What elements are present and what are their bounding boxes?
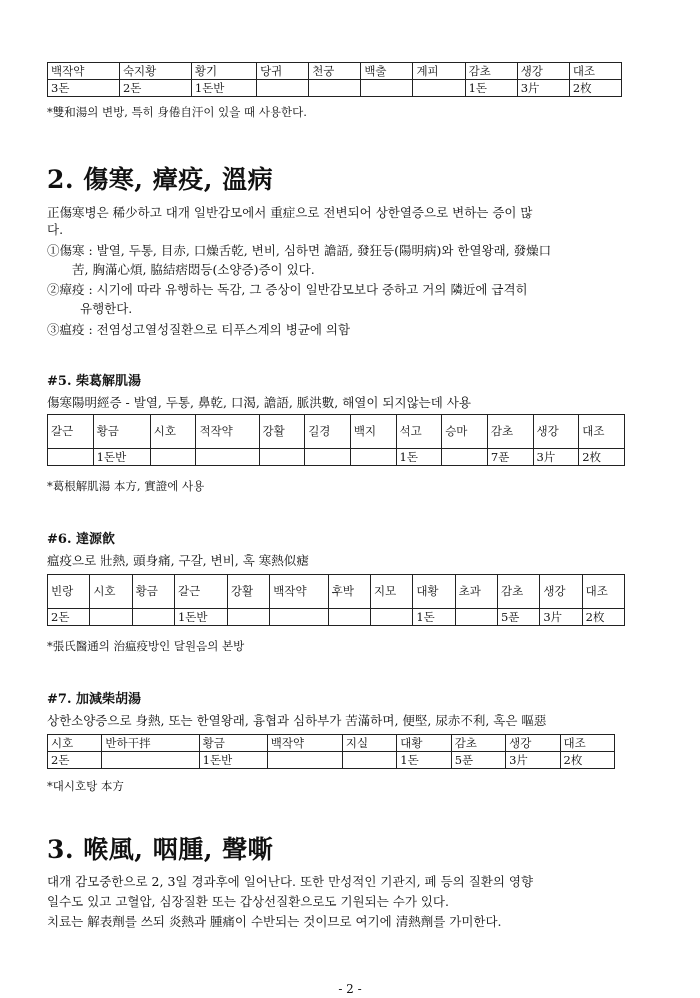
- section-2-item-3-line-1: ③瘟疫 : 전염성고열성질환으로 티푸스계의 병균에 의함: [47, 322, 351, 337]
- table-cell: [196, 449, 259, 466]
- prescription-6-description: 瘟疫으로 壯熱, 頭身痛, 구갈, 변비, 혹 寒熱似瘧: [47, 553, 309, 568]
- table-cell: 대조: [560, 735, 614, 752]
- table-cell: 5푼: [497, 609, 539, 626]
- table-1-note: *雙和湯의 변방, 특히 身倦自汗이 있을 때 사용한다.: [47, 105, 307, 119]
- table-cell: [270, 609, 328, 626]
- table-cell: 승마: [442, 415, 488, 449]
- prescription-6-title: #6. 達源飮: [47, 532, 115, 547]
- table-cell: 감초: [497, 575, 539, 609]
- table-cell: 생강: [533, 415, 579, 449]
- prescription-table-5: [47, 414, 625, 466]
- table-cell: 숙지황: [119, 63, 191, 80]
- section-2-intro-line-1: 正傷寒병은 稀少하고 대개 일반감모에서 重症으로 전변되어 상한열증으로 변하는 증이 많: [47, 205, 533, 220]
- table-cell: 1돈반: [191, 80, 256, 97]
- table-cell: [361, 80, 413, 97]
- table-cell: 백작약: [48, 63, 120, 80]
- table-cell: 감초: [465, 63, 517, 80]
- table-cell: 백출: [361, 63, 413, 80]
- table-cell: 2돈: [48, 752, 102, 769]
- table-cell: 생강: [517, 63, 569, 80]
- table-cell: [328, 609, 370, 626]
- table-cell: 황기: [191, 63, 256, 80]
- section-2-item-1-line-1: ①傷寒 : 발열, 두통, 目赤, 口燥舌乾, 변비, 심하면 譫語, 發狂등(陽明病)와 한열왕래, 發燥口: [47, 243, 552, 258]
- table-dose-row: [48, 449, 625, 466]
- table-cell: 3片: [533, 449, 579, 466]
- section-2-intro-line-2: 다.: [47, 222, 64, 237]
- table-cell: 3片: [506, 752, 560, 769]
- table-cell: [227, 609, 269, 626]
- section-2-item-2-line-2: 유행한다.: [80, 301, 133, 316]
- table-cell: 1돈반: [93, 449, 150, 466]
- table-cell: [259, 449, 305, 466]
- table-cell: 갈근: [174, 575, 227, 609]
- table-cell: 3片: [540, 609, 582, 626]
- table-cell: 대조: [579, 415, 625, 449]
- page-number: - 2 -: [338, 982, 362, 996]
- table-cell: 1돈: [413, 609, 455, 626]
- table-cell: [455, 609, 497, 626]
- table-cell: 계피: [413, 63, 465, 80]
- table-cell: 2돈: [48, 609, 90, 626]
- table-cell: 7푼: [487, 449, 533, 466]
- table-cell: 1돈반: [174, 609, 227, 626]
- section-3-line-1: 대개 감모중한으로 2, 3일 경과후에 일어난다. 또한 만성적인 기관지, 폐 등의 질환의 영향: [47, 874, 534, 889]
- table-cell: 적작약: [196, 415, 259, 449]
- table-cell: 백작약: [267, 735, 342, 752]
- section-3-title: 3. 喉風, 咽腫, 聲嘶: [47, 835, 274, 864]
- table-cell: [309, 80, 361, 97]
- table-dose-row: [48, 752, 615, 769]
- table-cell: 천궁: [309, 63, 361, 80]
- table-cell: 3片: [517, 80, 569, 97]
- table-cell: [442, 449, 488, 466]
- table-cell: 시호: [48, 735, 102, 752]
- table-cell: [371, 609, 413, 626]
- section-2-title: 2. 傷寒, 瘴疫, 溫病: [47, 165, 274, 194]
- table-cell: 갈근: [48, 415, 94, 449]
- table-cell: 생강: [540, 575, 582, 609]
- table-cell: 생강: [506, 735, 560, 752]
- table-cell: 2枚: [569, 80, 621, 97]
- table-header-row: [48, 415, 625, 449]
- section-2-item-2-line-1: ②瘴疫 : 시기에 따라 유행하는 독감, 그 증상이 일반감모보다 중하고 거의 隣近에 급격히: [47, 282, 528, 297]
- table-cell: [413, 80, 465, 97]
- table-cell: 시호: [90, 575, 132, 609]
- table-cell: 시호: [150, 415, 196, 449]
- table-cell: 대조: [582, 575, 624, 609]
- table-cell: 감초: [487, 415, 533, 449]
- table-cell: 당귀: [257, 63, 309, 80]
- table-cell: [48, 449, 94, 466]
- table-header-row: [48, 575, 625, 609]
- table-dose-row: [48, 80, 622, 97]
- table-cell: 황금: [132, 575, 174, 609]
- prescription-5-note: *葛根解肌湯 本方, 實證에 사용: [47, 479, 205, 493]
- table-cell: [150, 449, 196, 466]
- table-cell: 초과: [455, 575, 497, 609]
- table-cell: 대조: [569, 63, 621, 80]
- table-cell: [267, 752, 342, 769]
- table-cell: 반하干拌: [102, 735, 199, 752]
- table-dose-row: [48, 609, 625, 626]
- prescription-5-title: #5. 柴葛解肌湯: [47, 374, 141, 389]
- prescription-table-6: [47, 574, 625, 626]
- table-cell: [342, 752, 396, 769]
- table-cell: [257, 80, 309, 97]
- table-cell: 백지: [350, 415, 396, 449]
- table-header-row: [48, 735, 615, 752]
- table-cell: [102, 752, 199, 769]
- prescription-7-description: 상한소양증으로 身熱, 또는 한열왕래, 흉협과 심하부가 苦滿하며, 便堅, 尿赤不利, 혹은 嘔惡: [47, 713, 547, 728]
- table-cell: 강활: [227, 575, 269, 609]
- prescription-5-description: 傷寒陽明經증 - 발열, 두통, 鼻乾, 口渴, 譫語, 脈洪數, 해열이 되지않는데 사용: [47, 395, 471, 410]
- table-header-row: [48, 63, 622, 80]
- table-cell: [90, 609, 132, 626]
- table-cell: 석고: [396, 415, 442, 449]
- prescription-7-note: *대시호탕 本方: [47, 779, 124, 793]
- section-3-line-2: 일수도 있고 고혈압, 심장질환 또는 갑상선질환으로도 기원되는 수가 있다.: [47, 894, 449, 909]
- table-cell: 길경: [305, 415, 351, 449]
- table-cell: 대황: [413, 575, 455, 609]
- table-cell: 3돈: [48, 80, 120, 97]
- prescription-table-7: [47, 734, 615, 769]
- table-cell: 2枚: [582, 609, 624, 626]
- table-cell: 감초: [451, 735, 505, 752]
- table-cell: [350, 449, 396, 466]
- table-cell: 2枚: [560, 752, 614, 769]
- table-cell: 황금: [199, 735, 267, 752]
- table-cell: 2枚: [579, 449, 625, 466]
- table-cell: 1돈: [397, 752, 451, 769]
- table-cell: 1돈반: [199, 752, 267, 769]
- table-cell: 황금: [93, 415, 150, 449]
- table-cell: 지모: [371, 575, 413, 609]
- table-cell: 빈랑: [48, 575, 90, 609]
- table-cell: 백작약: [270, 575, 328, 609]
- section-2-item-1-line-2: 苦, 胸滿心煩, 脇結痞悶등(소양증)증이 있다.: [72, 262, 315, 277]
- table-cell: 1돈: [465, 80, 517, 97]
- section-3-line-3: 치료는 解表劑를 쓰되 炎熱과 腫痛이 수반되는 것이므로 여기에 清熱劑를 가미한다.: [47, 914, 502, 929]
- table-cell: 1돈: [396, 449, 442, 466]
- table-cell: 지실: [342, 735, 396, 752]
- table-cell: [305, 449, 351, 466]
- table-cell: 대황: [397, 735, 451, 752]
- table-cell: 5푼: [451, 752, 505, 769]
- table-cell: [132, 609, 174, 626]
- prescription-table-1: [47, 62, 622, 97]
- table-cell: 후박: [328, 575, 370, 609]
- prescription-6-note: *張氏醫通의 治瘟疫방인 달원음의 본방: [47, 639, 245, 653]
- prescription-7-title: #7. 加減柴胡湯: [47, 692, 141, 707]
- table-cell: 2돈: [119, 80, 191, 97]
- table-cell: 강활: [259, 415, 305, 449]
